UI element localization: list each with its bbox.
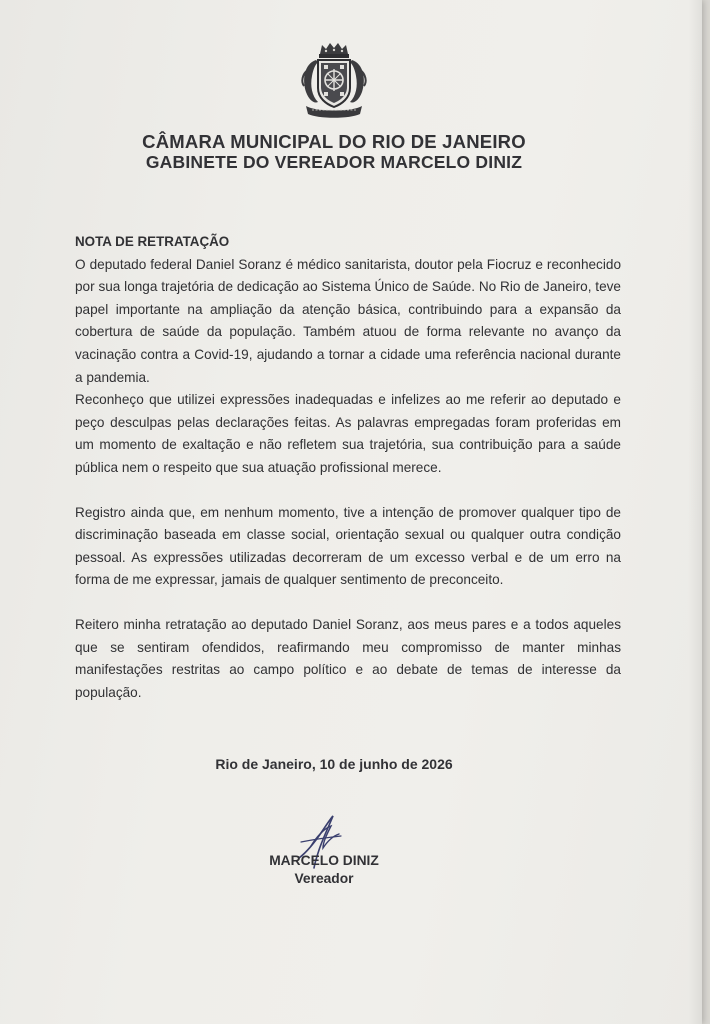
- signer-name: MARCELO DINIZ: [269, 853, 379, 868]
- letter-date: Rio de Janeiro, 10 de junho de 2026: [215, 756, 453, 772]
- paragraph-4: Reitero minha retratação ao deputado Daniel Soranz, aos meus pares e a todos aqueles que se sentiram ofendidos, reafirmando meu compromisso de manter minhas manifestações restritas ao campo político e ao debate de temas de interesse da população.: [75, 616, 621, 700]
- paragraph-3: Registro ainda que, em nenhum momento, tive a intenção de promover qualquer tipo de discriminação baseada em classe social, orientação sexual ou qualquer outra condição pessoal. As expressões utilizadas decorreram de um excesso verbal e de um erro na forma de me expressar, jamais de qualquer sentimento de preconceito.: [75, 504, 621, 588]
- office-heading: GABINETE DO VEREADOR MARCELO DINIZ: [145, 152, 523, 172]
- coat-of-arms-icon: [296, 40, 372, 122]
- paragraph-1: O deputado federal Daniel Soranz é médico sanitarista, doutor pela Fiocruz e reconhecido por sua longa trajetória de dedicação ao Sistema Único de Saúde. No Rio de Janeiro, teve papel importante na ampliação da atenção básica, contribuindo para a expansão da cobertura de saúde da população. Também atuou de forma relevante no avanço da vacinação contra a Covid-19, ajudando a tornar a cidade uma referência nacional durante a pandemia.: [75, 256, 621, 385]
- institution-heading: CÂMARA MUNICIPAL DO RIO DE JANEIRO: [142, 131, 526, 152]
- letter-body: [75, 231, 621, 704]
- signer-role: Vereador: [294, 871, 354, 886]
- paragraph-2: Reconheço que utilizei expressões inadequadas e infelizes ao me referir ao deputado e peço desculpas pelas declarações feitas. As palavras empregadas foram proferidas em um momento de exaltação e não refletem sua trajetória, sua contribuição para a saúde pública nem o respeito que sua atuação profissional merece.: [75, 392, 621, 475]
- letter-title: NOTA DE RETRATAÇÃO: [75, 234, 230, 249]
